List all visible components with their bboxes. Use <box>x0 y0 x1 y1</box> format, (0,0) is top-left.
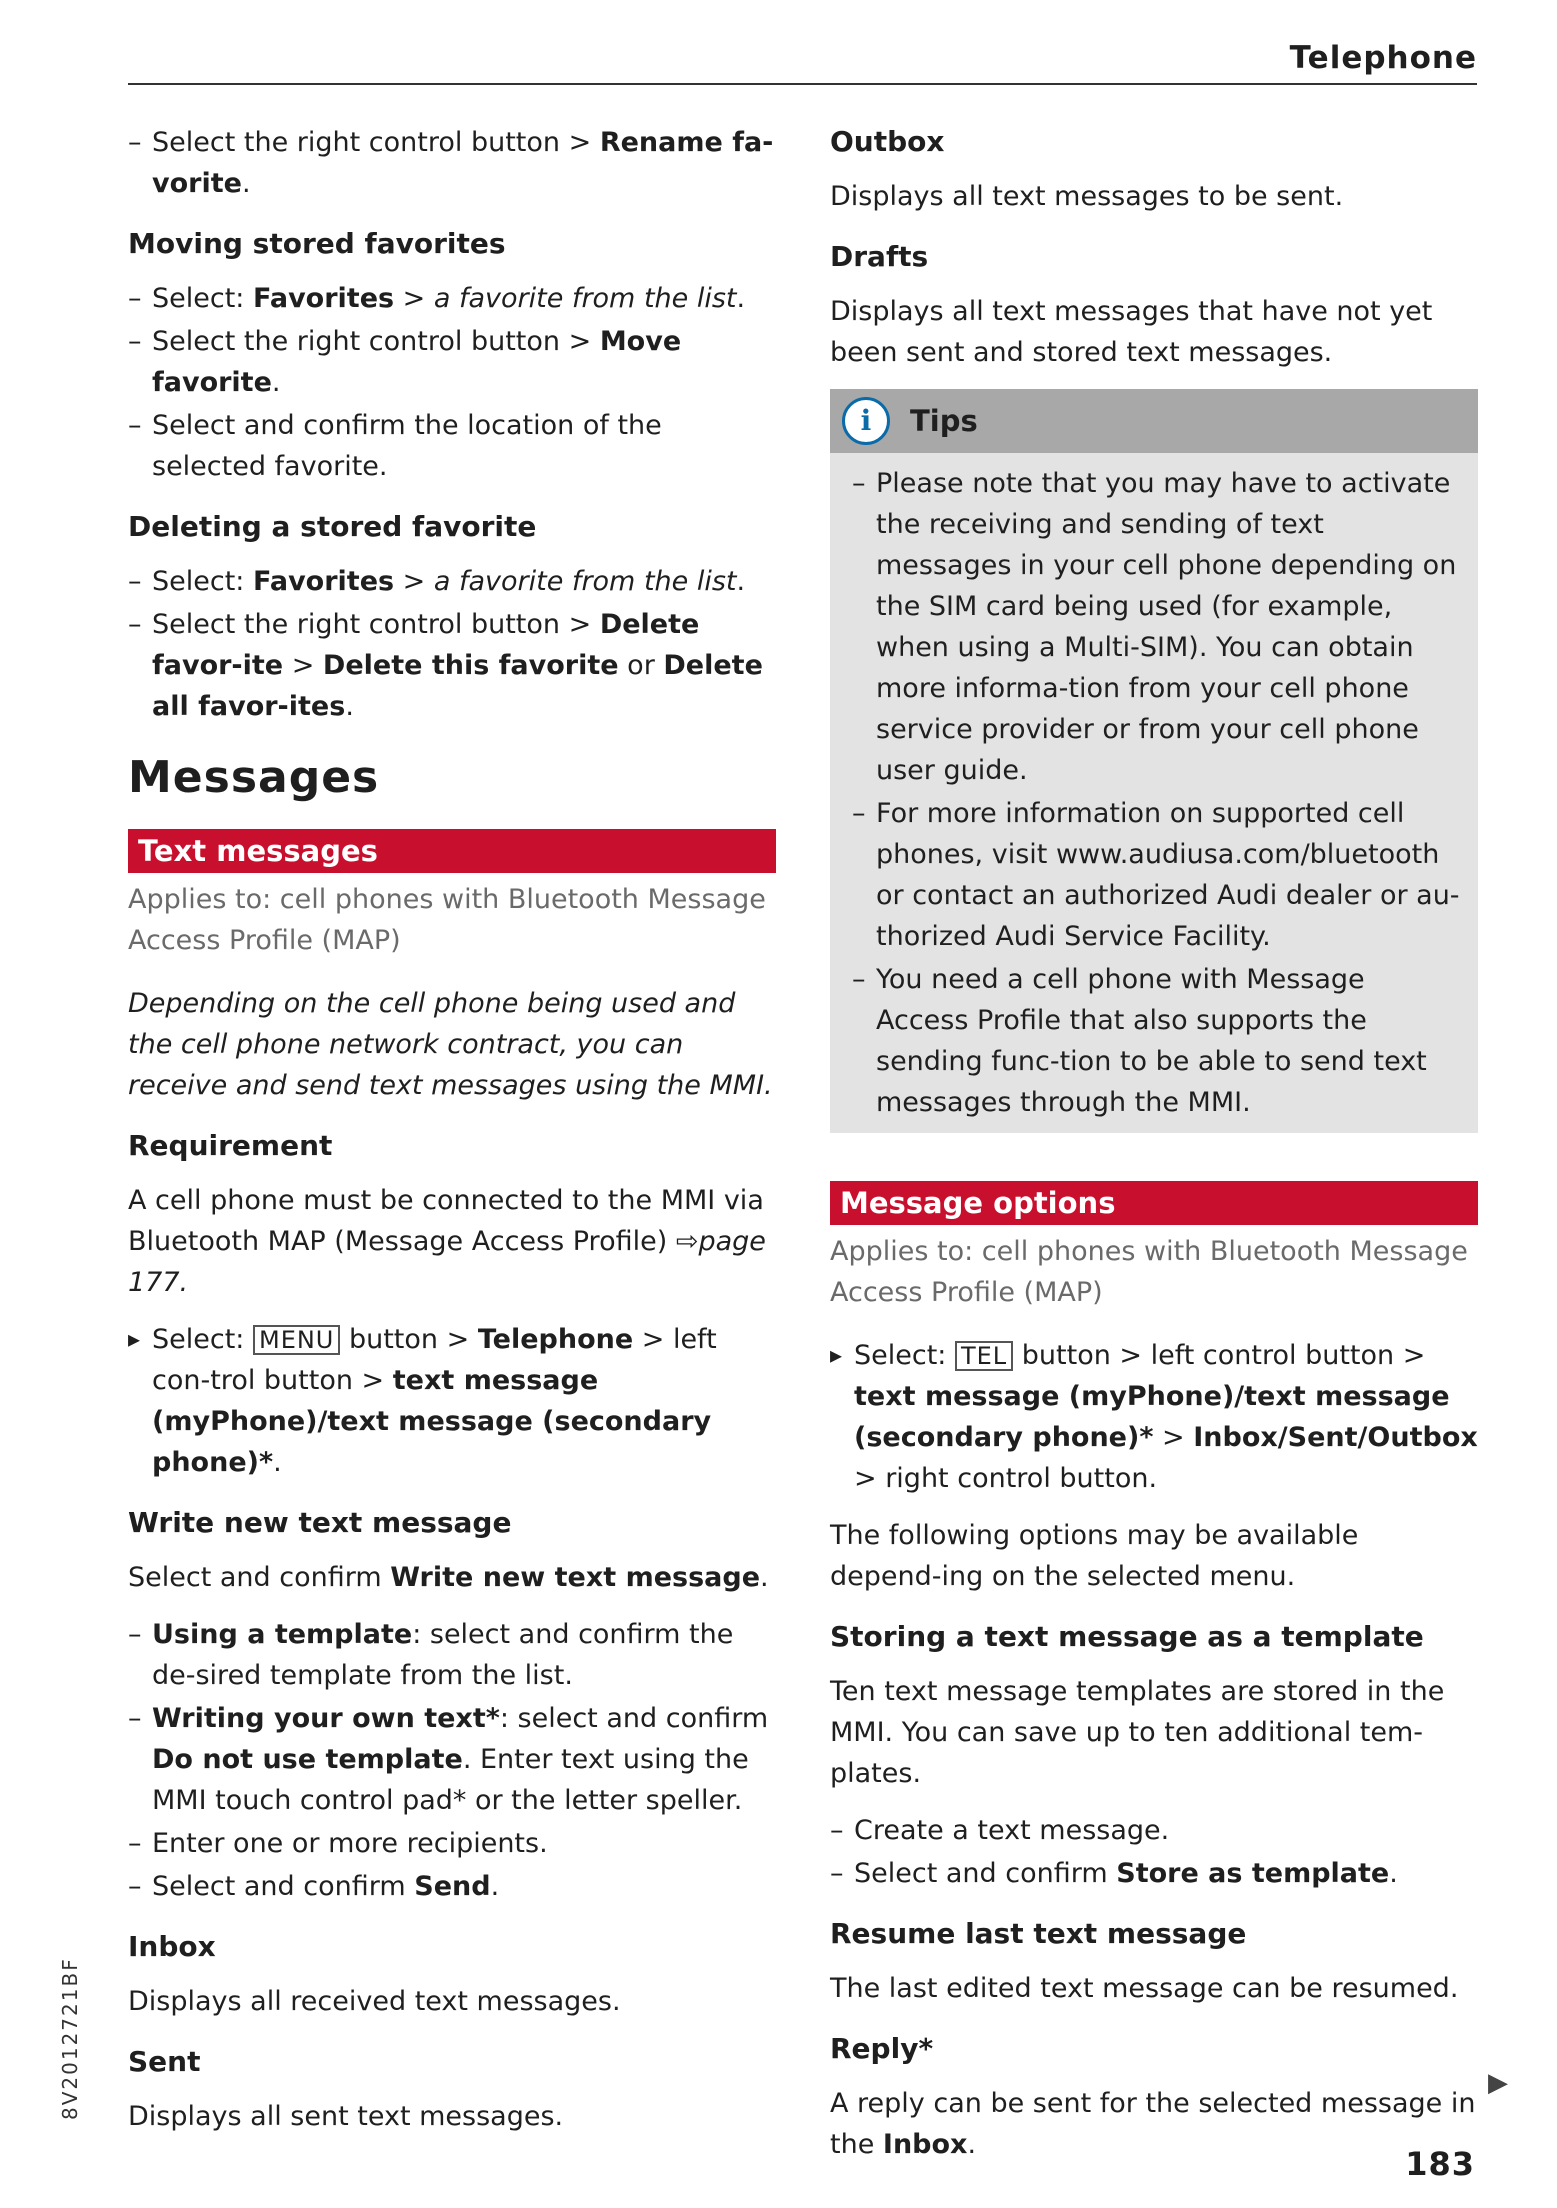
messages-section-title: Messages <box>128 752 380 803</box>
continue-arrow-icon: ▶ <box>1488 2068 1508 2098</box>
list-item: – Select and confirm Store as template. <box>830 1853 1478 1894</box>
drafts-heading: Drafts <box>830 240 929 273</box>
menu-key: MENU <box>253 1325 340 1355</box>
list-item: – Using a template: select and confirm the de-sired template from the list. <box>128 1614 776 1696</box>
reply-text: A reply can be sent for the selected message in the Inbox. <box>830 2088 1476 2160</box>
message-options-bar: Message options <box>830 1181 1478 1225</box>
list-item: – Select the right control button > Rename fa-vorite. <box>128 122 776 204</box>
text-messages-bar: Text messages <box>128 829 776 873</box>
tips-header <box>830 389 1478 453</box>
write-message-intro: Select and confirm Write new text message. <box>128 1562 769 1593</box>
header-divider <box>128 83 1477 85</box>
list-item: – Select: Favorites > a favorite from the list. <box>128 278 776 319</box>
list-item: – You need a cell phone with Message Access Profile that also supports the sending func-tion to be able to send text messages through the MMI. <box>852 959 1462 1123</box>
info-icon: i <box>842 397 890 445</box>
page-reference-link[interactable]: ⇨page 177. <box>128 1226 766 1298</box>
list-item: – Writing your own text*: select and confirm Do not use template. Enter text using the MMI touch control pad* or the letter speller. <box>128 1698 776 1821</box>
requirement-text: A cell phone must be connected to the MMI via Bluetooth MAP (Message Access Profile) ⇨page 177. <box>128 1185 766 1298</box>
deleting-favorite-steps <box>128 561 776 727</box>
list-item: – Select and confirm Send. <box>128 1866 776 1907</box>
reply-heading: Reply* <box>830 2032 934 2065</box>
requirement-heading: Requirement <box>128 1129 333 1162</box>
moving-favorites-heading: Moving stored favorites <box>128 227 506 260</box>
right-column <box>830 122 1478 2181</box>
drafts-text: Displays all text messages that have not yet been sent and stored text messages. <box>830 296 1433 368</box>
list-item: – For more information on supported cell phones, visit www.audiusa.com/bluetooth or contact an authorized Audi dealer or au-thorized Audi Service Facility. <box>852 793 1462 957</box>
select-menu-step: ▸ Select: MENU button > Telephone > left con-trol button > text message (myPhone)/text message (secondary phone)*. <box>128 1319 776 1483</box>
outbox-text: Displays all text messages to be sent. <box>830 181 1344 212</box>
sent-text: Displays all sent text messages. <box>128 2101 564 2132</box>
resume-heading: Resume last text message <box>830 1917 1247 1950</box>
intro-paragraph: Depending on the cell phone being used and the cell phone network contract, you can receive and send text messages using the MMI. <box>128 988 773 1101</box>
rename-favorite-steps <box>128 122 776 204</box>
following-options-text: The following options may be available depend-ing on the selected menu. <box>830 1520 1359 1592</box>
write-message-steps <box>128 1614 776 1907</box>
inbox-text: Displays all received text messages. <box>128 1986 621 2017</box>
applies-note: Applies to: cell phones with Bluetooth Message Access Profile (MAP) <box>830 1236 1468 1308</box>
storing-template-text: Ten text message templates are stored in the MMI. You can save up to ten additional tem-plates. <box>830 1676 1445 1789</box>
deleting-favorite-heading: Deleting a stored favorite <box>128 510 537 543</box>
storing-template-steps <box>830 1810 1478 1894</box>
storing-template-heading: Storing a text message as a template <box>830 1620 1424 1653</box>
resume-text: The last edited text message can be resumed. <box>830 1973 1459 2004</box>
list-item: – Please note that you may have to activate the receiving and sending of text messages in your cell phone depending on the SIM card being used (for example, when using a Multi-SIM). You can obtain more informa-tion from your cell phone service provider or from your cell phone user guide. <box>852 463 1462 791</box>
list-item: – Select and confirm the location of the selected favorite. <box>128 405 776 487</box>
left-column <box>128 122 776 2153</box>
tips-box <box>830 389 1478 1133</box>
sent-heading: Sent <box>128 2045 201 2078</box>
tel-key: TEL <box>955 1341 1013 1371</box>
moving-favorites-steps <box>128 278 776 487</box>
document-code: 8V2012721BF <box>58 1957 82 2120</box>
write-message-heading: Write new text message <box>128 1506 512 1539</box>
list-item: – Enter one or more recipients. <box>128 1823 776 1864</box>
tips-list <box>852 463 1462 1123</box>
inbox-heading: Inbox <box>128 1930 216 1963</box>
list-item: – Select the right control button > Move favorite. <box>128 321 776 403</box>
page-number: 183 <box>1405 2145 1475 2183</box>
page-header-title: Telephone <box>1289 40 1477 76</box>
applies-note: Applies to: cell phones with Bluetooth Message Access Profile (MAP) <box>128 884 766 956</box>
select-tel-step: ▸ Select: TEL button > left control button > text message (myPhone)/text message (secondary phone)* > Inbox/Sent/Outbox > right control button. <box>830 1335 1478 1499</box>
list-item: – Select: Favorites > a favorite from the list. <box>128 561 776 602</box>
outbox-heading: Outbox <box>830 125 945 158</box>
tips-title: Tips <box>910 404 978 438</box>
list-item: – Select the right control button > Delete favor-ite > Delete this favorite or Delete all favor-ites. <box>128 604 776 727</box>
list-item: – Create a text message. <box>830 1810 1478 1851</box>
